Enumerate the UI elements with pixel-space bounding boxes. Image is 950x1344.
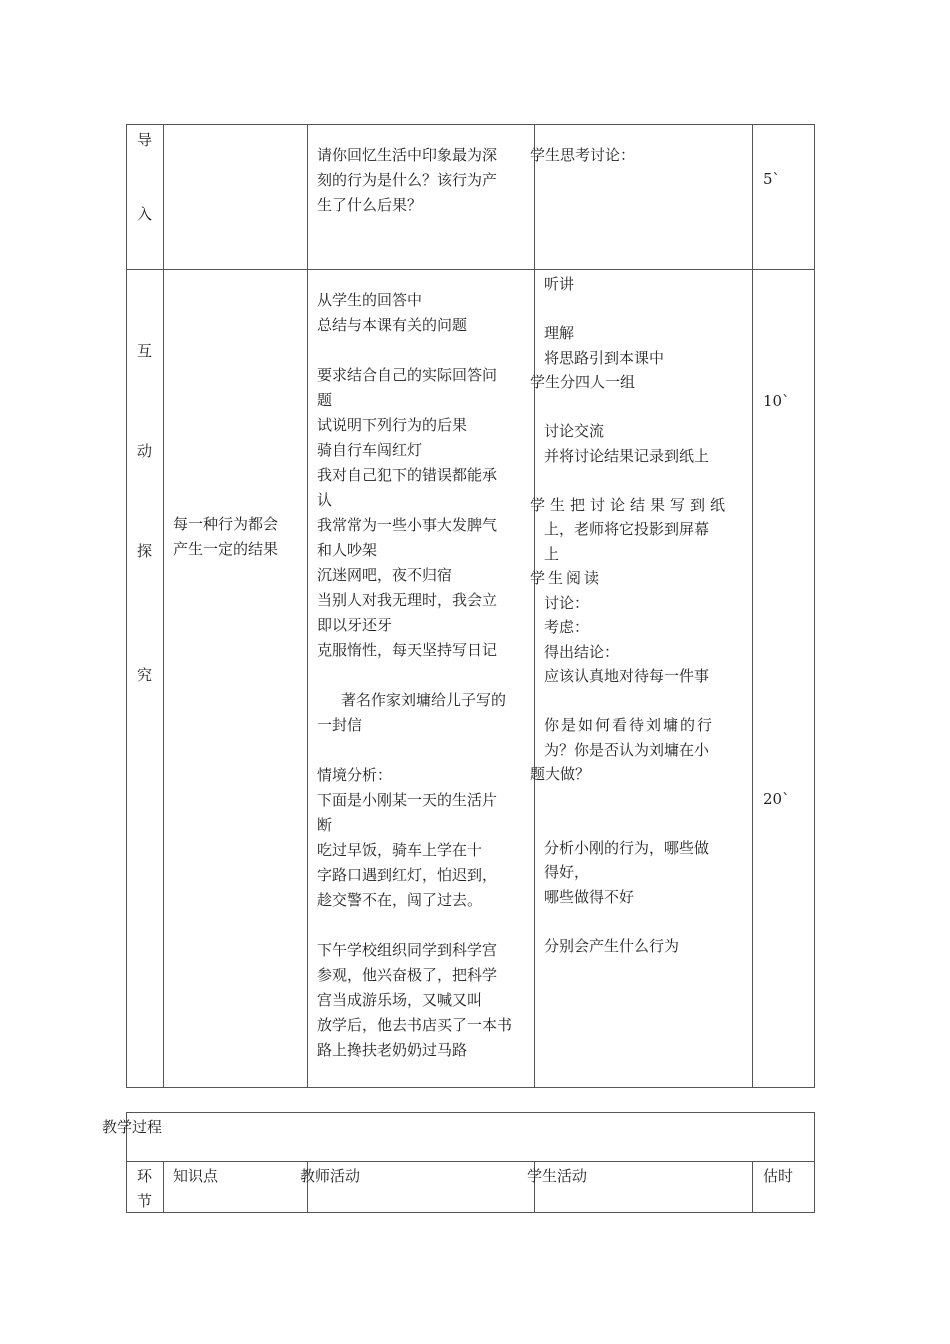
text-line: 为？你是否认为刘墉在小	[544, 740, 710, 759]
table2-col-divider-1	[163, 1161, 164, 1213]
explore-stage-char: 探	[137, 542, 153, 560]
text-line: 即以牙还牙	[317, 616, 393, 634]
text-line: 路上搀扶老奶奶过马路	[317, 1041, 468, 1059]
text-line: 并将讨论结果记录到纸上	[544, 446, 710, 465]
intro-stage-char: 导	[137, 131, 153, 149]
explore-stage-char: 互	[137, 342, 153, 360]
table2-right-border	[814, 1112, 815, 1213]
text-line: 宫当成游乐场，又喊又叫	[317, 991, 483, 1009]
text-line: 总结与本课有关的问题	[317, 316, 468, 334]
table1-top-border	[126, 124, 815, 125]
explore-time-b: 20`	[763, 790, 790, 808]
table1-col-divider-2	[307, 124, 308, 1088]
intro-stage-char: 入	[137, 205, 153, 223]
text-line: 当别人对我无理时，我会立	[317, 591, 498, 609]
table2-row-divider	[126, 1161, 815, 1162]
text-line: 你是如何看待刘墉的行	[544, 716, 715, 734]
text-line: 题大做？	[530, 765, 591, 783]
text-line: 从学生的回答中	[317, 291, 423, 309]
text-line: 下面是小刚某一天的生活片	[317, 791, 498, 809]
intro-time: 5`	[763, 170, 781, 188]
text-line: 产生一定的结果	[173, 540, 279, 558]
text-line: 学生分四人一组	[530, 373, 636, 391]
text-line: 沉迷网吧，夜不归宿	[317, 566, 453, 584]
table2-header-time: 估时	[763, 1167, 794, 1185]
text-line: 理解	[544, 324, 575, 342]
text-line: 上	[544, 544, 560, 563]
text-line: 试说明下列行为的后果	[317, 416, 468, 434]
text-line: 每一种行为都会	[173, 515, 279, 533]
table2-header-student: 学生活动	[527, 1167, 588, 1185]
table1-row-divider	[126, 269, 815, 270]
text-line: 讨论：	[544, 593, 590, 612]
text-line: 断	[317, 816, 333, 834]
text-line: 讨论交流	[544, 422, 605, 440]
text-line: 认	[317, 491, 333, 509]
text-line: 哪些做得不好	[544, 887, 635, 906]
text-line: 我常常为一些小事大发脾气	[317, 516, 498, 534]
text-line: 分别会产生什么行为	[544, 936, 680, 955]
intro-student-activity: 学生思考讨论：	[530, 146, 636, 164]
explore-knowledge-point	[173, 512, 278, 562]
table2-header-teacher: 教师活动	[300, 1167, 361, 1185]
table1-left-border	[126, 124, 127, 1088]
text-line: 题	[317, 391, 333, 409]
table1-right-border	[814, 124, 815, 1088]
text-line: 和人吵架	[317, 541, 378, 559]
text-line: 刻的行为是什么？该行为产	[317, 171, 498, 189]
text-line: 得出结论：	[544, 642, 620, 661]
text-line: 骑自行车闯红灯	[317, 441, 423, 459]
explore-student-activity	[530, 272, 730, 958]
text-line: 将思路引到本课中	[544, 348, 665, 367]
text-line: 请你回忆生活中印象最为深	[317, 146, 498, 164]
explore-time-a: 10`	[763, 392, 790, 410]
text-line: 参观，他兴奋极了，把科学	[317, 966, 498, 984]
header-stage-char: 环	[137, 1167, 153, 1185]
header-stage-char: 节	[137, 1192, 153, 1210]
text-line: 应该认真地对待每一件事	[544, 667, 710, 685]
table1-bottom-border	[126, 1087, 815, 1088]
text-line: 得好，	[544, 863, 590, 881]
table2-col-divider-4	[752, 1161, 753, 1213]
text-line: 放学后，他去书店买了一本书	[317, 1016, 513, 1034]
explore-stage-char: 动	[137, 442, 153, 460]
text-line: 克服惰性，每天坚持写日记	[317, 641, 498, 659]
text-line: 一封信	[317, 716, 363, 734]
intro-teacher-activity	[317, 143, 497, 218]
text-line: 上，老师将它投影到屏幕	[544, 520, 710, 538]
text-line: 我对自己犯下的错误都能承	[317, 466, 498, 484]
text-line: 吃过早饭，骑车上学在十	[317, 841, 483, 859]
text-line: 生了什么后果？	[317, 196, 423, 214]
explore-stage-char: 究	[137, 666, 153, 684]
table2-title: 教学过程	[102, 1118, 163, 1136]
table1-col-divider-1	[163, 124, 164, 1088]
table2-top-border	[126, 1112, 815, 1113]
text-line: 著名作家刘墉给儿子写的	[341, 691, 507, 709]
text-line: 字路口遇到红灯，怕迟到，	[317, 866, 498, 884]
text-line: 要求结合自己的实际回答问	[317, 366, 498, 384]
text-line: 下午学校组织同学到科学宫	[317, 941, 498, 959]
table1-col-divider-4	[752, 124, 753, 1088]
text-line: 听讲	[544, 275, 575, 293]
text-line: 学生阅读	[530, 569, 603, 587]
explore-teacher-activity	[317, 288, 512, 1063]
table2-bottom-border	[126, 1212, 815, 1213]
text-line: 趁交警不在，闯了过去。	[317, 891, 483, 909]
text-line: 分析小刚的行为，哪些做	[544, 838, 710, 857]
table2-header-knowledge: 知识点	[173, 1167, 219, 1185]
text-line: 学生把讨论结果写到纸	[530, 495, 731, 514]
text-line: 情境分析：	[317, 766, 393, 784]
text-line: 考虑：	[544, 618, 590, 636]
